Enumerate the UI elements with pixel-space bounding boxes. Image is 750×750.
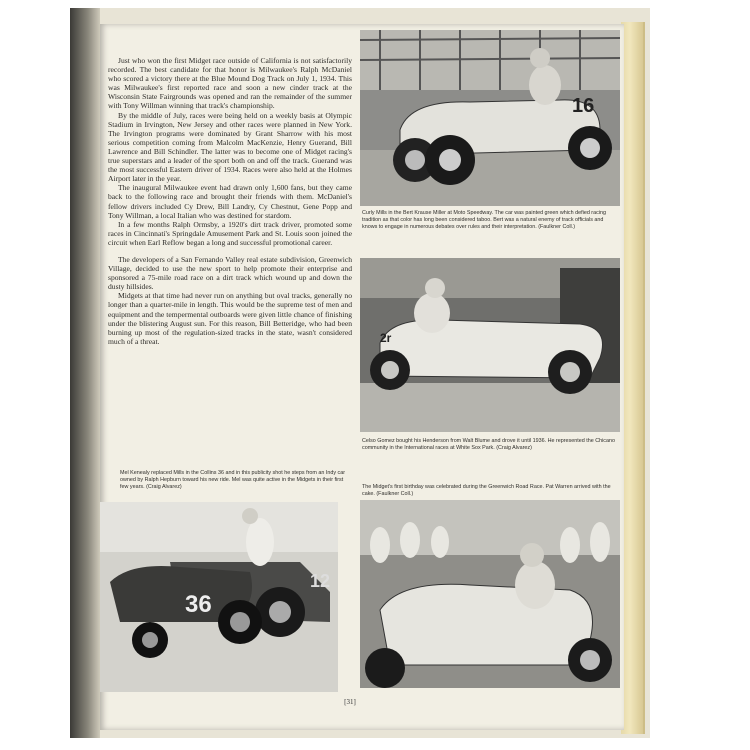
photo-birthday [360,500,620,688]
paragraph: In a few months Ralph Ormsby, a 1920's dirt track driver, promoted some races in Cincinnati's Springdale Amusement Park and St. Louis soon joined the circuit when Earl Reflow began a long and successful promotional career. [108,219,352,247]
article-text [108,56,352,346]
car-number-36: 36 [185,591,212,618]
photo-celso-gomez [360,258,620,432]
caption-celso-gomez: Celso Gomez bought his Henderson from Walt Blume and drove it until 1936. He represented the Chicano community in the International races at White Sox Park. (Craig Alvarez) [362,438,615,452]
paragraph: By the middle of July, races were being held on a weekly basis at Olympic Stadium in Irvington, New Jersey and other races were planned in New York. The Irvington programs were dominated by Grant Sharrow with his most serious competition coming from Malcolm MacKenzie, Henry Guerand, Bill Lawrence and Bill Schindler. The latter was to become one of Midget racing's true superstars and a leader of the sport both on and off the track. Guerand was the most successful Eastern driver of 1934. Races were also held at the Holmes Airport later in the year. [108,110,352,184]
photo-curly-mills [360,30,620,206]
caption-birthday: The Midget's first birthday was celebrated during the Greenwich Road Race. Pat Warren arrived with the cake. (Faulkner Coll.) [362,484,611,498]
paragraph: The developers of a San Fernando Valley real estate subdivision, Greenwich Village, decided to use the new sport to help promote their enterprise and sponsored a 75-mile road race on a dirt track which wound up and down the dusty hillsides. [108,254,352,292]
caption-mel-kenealy: Mel Kenealy replaced Mills in the Collins 36 and in this publicity shot he steps from an Indy car owned by Ralph Hepburn toward his new ride. Mel was quite active in the Midgets in their first few years. (Craig Alvarez) [120,470,346,491]
car-number-12: 12 [310,571,331,591]
caption-curly-mills: Curly Mills in the Bert Krause Miller at Moto Speedway. The car was painted green which defied racing tradition as that color has long been considered taboo. Bert was a natural enemy of track officials and knows to engage in numerous debates over rules and their interpretation. (Faulkner Coll.) [362,210,606,231]
book-spine [70,8,100,738]
cover-edge [621,22,645,734]
car-number-16: 16 [572,95,595,117]
page-number: [31] [344,698,356,706]
car-number-2r: 2r [380,331,392,345]
paragraph: Just who won the first Midget race outside of California is not satisfactorily recorded. The best candidate for that honor is Milwaukee's Ralph McDaniel who scored a victory there at the Blue Mound Dog Track on July 1, 1934. This was Milwaukee's first reported race and soon a new cinder track at the Wisconsin State Fairgrounds was opened and ran the remainder of the summer with Tony Willman winning that track's championship. [108,56,352,111]
paragraph: Midgets at that time had never run on anything but oval tracks, generally no longer than a quarter-mile in length. This would be the supreme test of men and equipment and the tempermental outboards were given little chance of finishing under the blistering August sun. For this reason, Bill Betteridge, who had been burning up most of the regulation-sized tracks in the state, wasn't considered much of a threat. [108,291,352,346]
photo-mel-kenealy [100,502,338,692]
paragraph: The inaugural Milwaukee event had drawn only 1,600 fans, but they came back to the following race and brought their friends with them. McDaniel's fellow drivers included Cy Drew, Bill Landry, Cy Chestnut, Gene Popp and Tony Willman, a local Italian who was destined for stardom. [108,183,352,220]
